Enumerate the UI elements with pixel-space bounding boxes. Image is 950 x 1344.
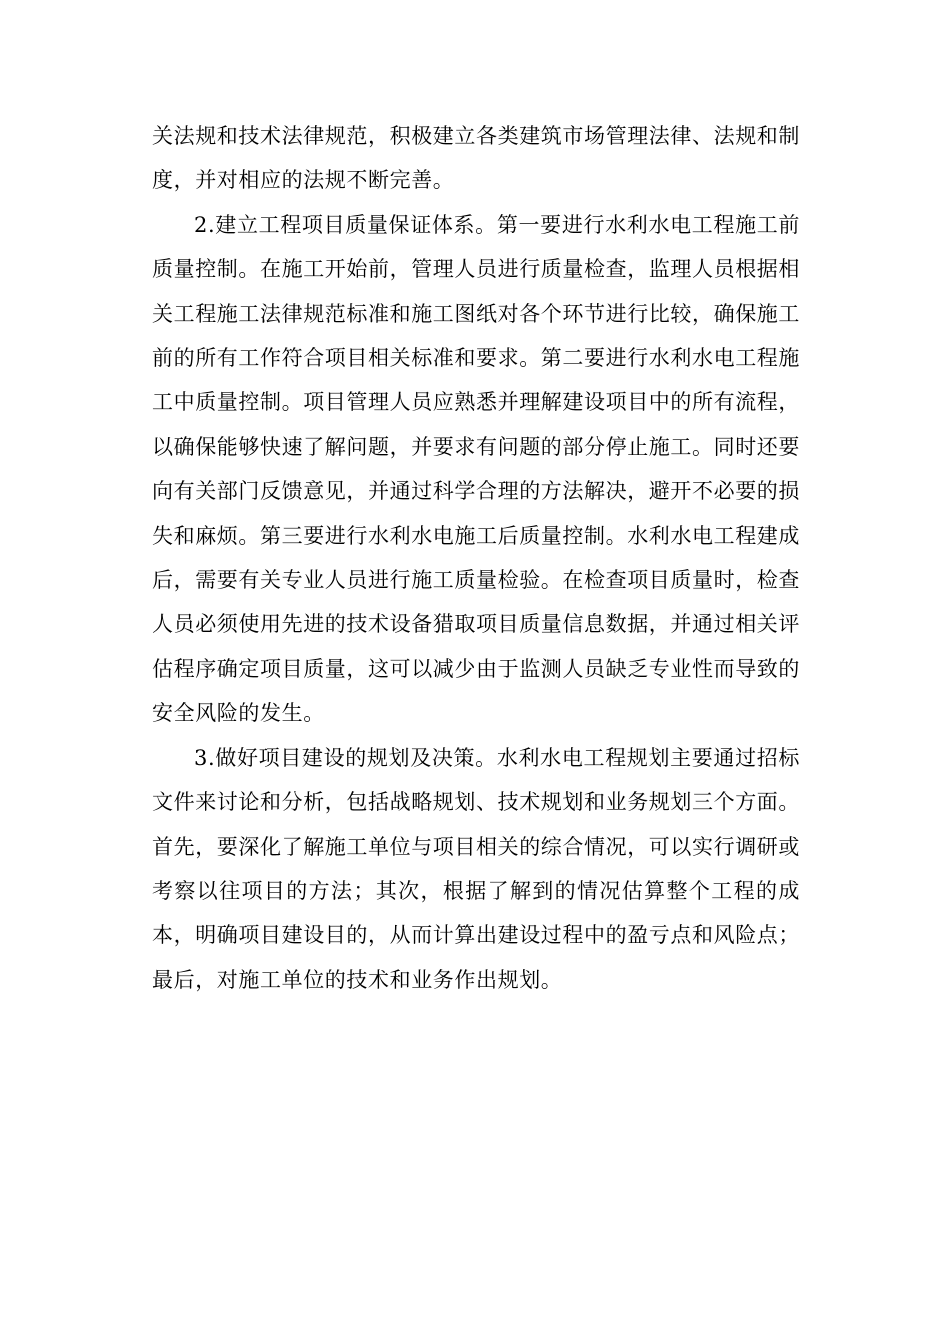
body-text xyxy=(152,114,800,1002)
paragraph-continuation: 关法规和技术法律规范，积极建立各类建筑市场管理法律、法规和制度，并对相应的法规不断完善。 xyxy=(152,124,800,193)
paragraph-quality-system: 2.建立工程项目质量保证体系。第一要进行水利水电工程施工前质量控制。在施工开始前，管理人员进行质量检查，监理人员根据相关工程施工法律规范标准和施工图纸对各个环节进行比较，确保施工前的所有工作符合项目相关标准和要求。第二要进行水利水电工程施工中质量控制。项目管理人员应熟悉并理解建设项目中的所有流程，以确保能够快速了解问题，并要求有问题的部分停止施工。同时还要向有关部门反馈意见，并通过科学合理的方法解决，避开不必要的损失和麻烦。第三要进行水利水电施工后质量控制。水利水电工程建成后，需要有关专业人员进行施工质量检验。在检查项目质量时，检查人员必须使用先进的技术设备猎取项目质量信息数据，并通过相关评估程序确定项目质量，这可以减少由于监测人员缺乏专业性而导致的安全风险的发生。 xyxy=(152,212,800,726)
paragraph-planning-decision: 3.做好项目建设的规划及决策。水利水电工程规划主要通过招标文件来讨论和分析，包括战略规划、技术规划和业务规划三个方面。首先，要深化了解施工单位与项目相关的综合情况，可以实行调研或考察以往项目的方法；其次，根据了解到的情况估算整个工程的成本，明确项目建设目的，从而计算出建设过程中的盈亏点和风险点；最后，对施工单位的技术和业务作出规划。 xyxy=(152,745,800,992)
